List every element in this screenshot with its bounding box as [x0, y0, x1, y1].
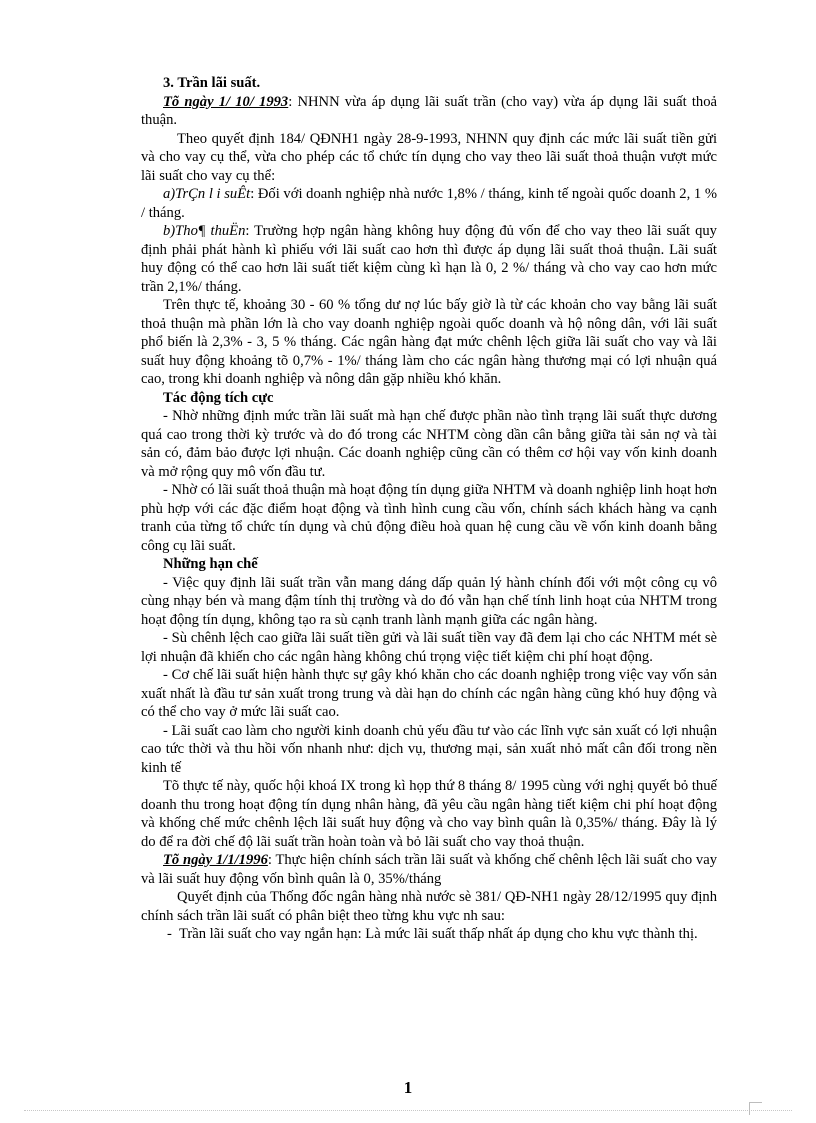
positive-item: - Nhờ những định mức trần lãi suất mà hạn chế được phần nào tình trạng lãi suất thực dương quá cao trong thời kỳ trước và do đó trong các NHTM còng dần cân bằng giữa tài sản nợ và tài sản có, đảm bảo được lợi nhuận. Các doanh nghiệp cũng cần có thêm cơ hội vay vốn kinh doanh và mở rộng quy mô vốn đầu tư.: [141, 408, 717, 480]
positive-item: - Nhờ có lãi suất thoả thuận mà hoạt động tín dụng giữa NHTM và doanh nghiệp linh hoạt hơn phù hợp với các đặc điểm hoạt động và tình hình cung cầu vốn, chính sách khách hàng va cạnh tranh của từng tổ chức tín dụng và chủ động điều hoà quan hệ cung cầu về vốn kinh doanh bằng công cụ lãi suất.: [141, 482, 717, 554]
paragraph-in-practice: Trên thực tế, khoảng 30 - 60 % tổng dư nợ lúc bấy giờ là từ các khoản cho vay bằng lãi suất thoả thuận mà phần lớn là cho vay doanh nghiệp ngoài quốc doanh và hộ nông dân, với lãi suất phổ biến là 2,3% - 3, 5 % tháng. Các ngân hàng đạt mức chênh lệch giữa lãi suất cho vay và lãi suất huy động khoảng tõ 0,7% - 1%/ tháng làm cho các ngân hàng thương mại có lợi nhuận quá cao, trong khi doanh nghiệp và nông dân gặp nhiều khó khăn.: [141, 297, 717, 387]
limitation-item: - Việc quy định lãi suất trần vẫn mang dáng dấp quản lý hành chính đối với một công cụ vô cùng nhạy bén và mang đậm tính thị trường và do đó vẫn hạn chế tính linh hoạt của NHTM trong hoạt động tín dụng, không tạo ra sù cạnh tranh lành mạnh giữa các ngân hàng.: [141, 574, 717, 628]
list-item-text: Trần lãi suất cho vay ngắn hạn: Là mức lãi suất thấp nhất áp dụng cho khu vực thành thị.: [179, 926, 698, 942]
limitation-item: - Lãi suất cao làm cho người kinh doanh chủ yếu đầu tư vào các lĩnh vực sản xuất có lợi nhuận cao tức thời và thu hồi vốn nhanh như: dịch vụ, thương mại, sản xuất nhỏ mất cân đối trong nền kinh tế: [141, 722, 717, 776]
page-number: 1: [403, 1078, 413, 1097]
paragraph-conclusion: Tõ thực tế này, quốc hội khoá IX trong kì họp thứ 8 tháng 8/ 1995 cùng với nghị quyết bỏ thuế doanh thu trong hoạt động tín dụng nhân hàng, đã yêu cầu ngân hàng tiết kiệm chi phí hoạt động và khống chế mức chênh lệch lãi suất huy động và cho vay bình quân là 0,35%/ tháng. Đây là lý do để ra đời chế độ lãi suất trần hoàn toàn và bỏ lãi suất cho vay thoả thuận.: [141, 778, 717, 850]
negotiated-rate-text: : Trường hợp ngân hàng không huy động đủ vốn để cho vay theo lãi suất quy định phải phát hành kì phiếu với lãi suất cao hơn thì được áp dụng lãi suất thoả thuận. Lãi suất huy động có thể cao hơn lãi suất tiết kiệm cùng kì hạn là 0, 2 %/ tháng và cho vay cao hơn mức trần 2,1%/ tháng.: [141, 223, 717, 295]
ceiling-rate-text: : Đối với doanh nghiệp nhà nước 1,8% / tháng, kinh tế ngoài quốc doanh 2, 1 % / tháng.: [141, 186, 717, 221]
paragraph-1996-text: : Thực hiện chính sách trần lãi suất và khống chế chênh lệch lãi suất cho vay và lãi suất huy động vốn bình quân là 0, 35%/tháng: [141, 852, 717, 887]
page-bottom-divider: [24, 1110, 792, 1111]
paragraph-1993: [141, 93, 717, 130]
negotiated-rate-lead: b)Tho¶ thuËn: [163, 223, 246, 239]
paragraph-ceiling-rate: [141, 185, 717, 222]
limitation-item: - Cơ chế lãi suất hiện hành thực sự gây khó khăn cho các doanh nghiệp trong việc vay vốn sản xuất nhất là đầu tư sản xuất trong trung và dài hạn do chính các ngân hàng cũng khó huy động và có thể cho vay ở mức lãi suất cao.: [141, 667, 717, 720]
list-dash: -: [167, 926, 172, 942]
ceiling-rate-lead: a)TrÇn l i suÊt: [163, 186, 251, 202]
paragraph-negotiated-rate: [141, 222, 717, 296]
paragraph-decision-381: Quyết định của Thống đốc ngân hàng nhà nước sè 381/ QĐ-NH1 ngày 28/12/1995 quy định chính sách trần lãi suất có phân biệt theo từng khu vực nh sau:: [141, 889, 717, 924]
section-title: 3. Trần lãi suất.: [163, 75, 261, 91]
paragraph-1993-text: : NHNN vừa áp dụng lãi suất trần (cho vay) vừa áp dụng lãi suất thoả thuận.: [141, 93, 717, 128]
date-lead-1996: Tõ ngày 1/1/1996: [163, 852, 268, 868]
limitation-item: - Sù chênh lệch cao giữa lãi suất tiền gửi và lãi suất tiền vay đã đem lại cho các NHTM mét sè lợi nhuận đã khiến cho các ngân hàng không chú trọng việc tiết kiệm chi phí hoạt động.: [141, 630, 717, 665]
list-item: [141, 925, 717, 944]
paragraph-1996: [141, 851, 717, 888]
heading-limitations: Những hạn chế: [163, 556, 258, 572]
date-lead-1993: Tõ ngày 1/ 10/ 1993: [163, 93, 289, 110]
page-corner-mark: [749, 1102, 762, 1115]
heading-positive-effects: Tác động tích cực: [163, 389, 274, 406]
page-content: [141, 74, 717, 944]
paragraph-decision-184: Theo quyết định 184/ QĐNH1 ngày 28-9-1993, NHNN quy định các mức lãi suất tiền gửi và cho vay cụ thể, vừa cho phép các tổ chức tín dụng cho vay theo lãi suất thoả thuận vượt mức lãi suất cho vay cụ thể:: [141, 130, 717, 184]
